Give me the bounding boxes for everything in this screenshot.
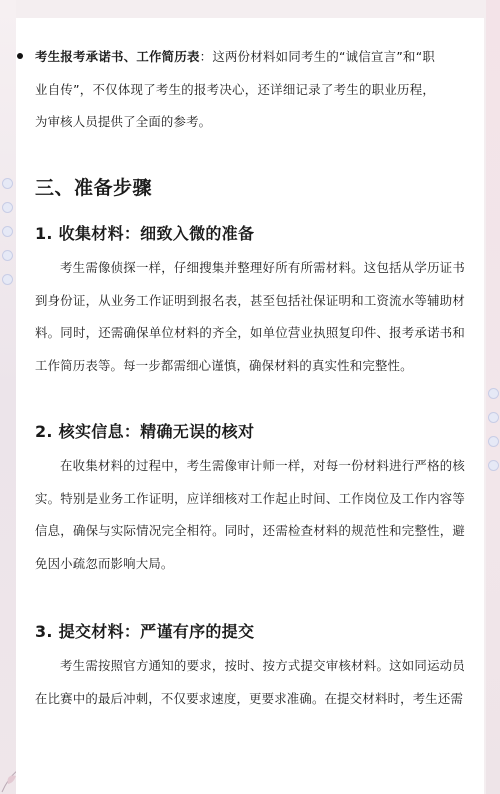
decorative-dot [2,202,13,213]
step-3-paragraph [35,650,465,715]
section-title: 三、准备步骤 [35,177,153,199]
step-1-heading: 1. 收集材料：细致入微的准备 [35,224,255,243]
document-page [16,18,484,794]
decorative-dot [2,250,13,261]
bullet-point-icon [17,53,23,59]
decorative-dot [488,388,499,399]
step-1-body: 考生需像侦探一样，仔细搜集并整理好所有所需材料。这包括从学历证书到身份证，从业务工作证明到报名表，甚至包括社保证明和工资流水等辅助材料。同时，还需确保单位材料的齐全，如单位营业执照复印件、报考承诺书和工作简历表等。每一步都需细心谨慎，确保材料的真实性和完整性。 [35,260,465,373]
decorative-dot [488,460,499,471]
left-margin-decoration [0,0,16,794]
decorative-dot [488,436,499,447]
step-3-body: 考生需按照官方通知的要求，按时、按方式提交审核材料。这如同运动员在比赛中的最后冲刺，不仅要求速度，更要求准确。在提交材料时，考生还需 [35,658,465,706]
bullet-text [35,41,435,139]
decorative-dot [2,178,13,189]
bullet-description: ：这两份材料如同考生的“诚信宣言”和“职业自传”，不仅体现了考生的报考决心，还详细记录了考生的职业历程，为审核人员提供了全面的参考。 [35,49,435,129]
decorative-dot [488,412,499,423]
decorative-dot [2,274,13,285]
step-2-paragraph [35,450,465,580]
step-2-heading: 2. 核实信息：精确无误的核对 [35,422,255,441]
step-2-body: 在收集材料的过程中，考生需像审计师一样，对每一份材料进行严格的核实。特别是业务工作证明，应详细核对工作起止时间、工作岗位及工作内容等信息，确保与实际情况完全相符。同时，还需检查材料的规范性和完整性，避免因小疏忽而影响大局。 [35,458,465,571]
bullet-item-commitment [35,41,435,139]
step-3-heading: 3. 提交材料：严谨有序的提交 [35,622,255,641]
decorative-dot [2,226,13,237]
step-1-paragraph [35,252,465,382]
bullet-term: 考生报考承诺书、工作简历表 [35,49,200,64]
